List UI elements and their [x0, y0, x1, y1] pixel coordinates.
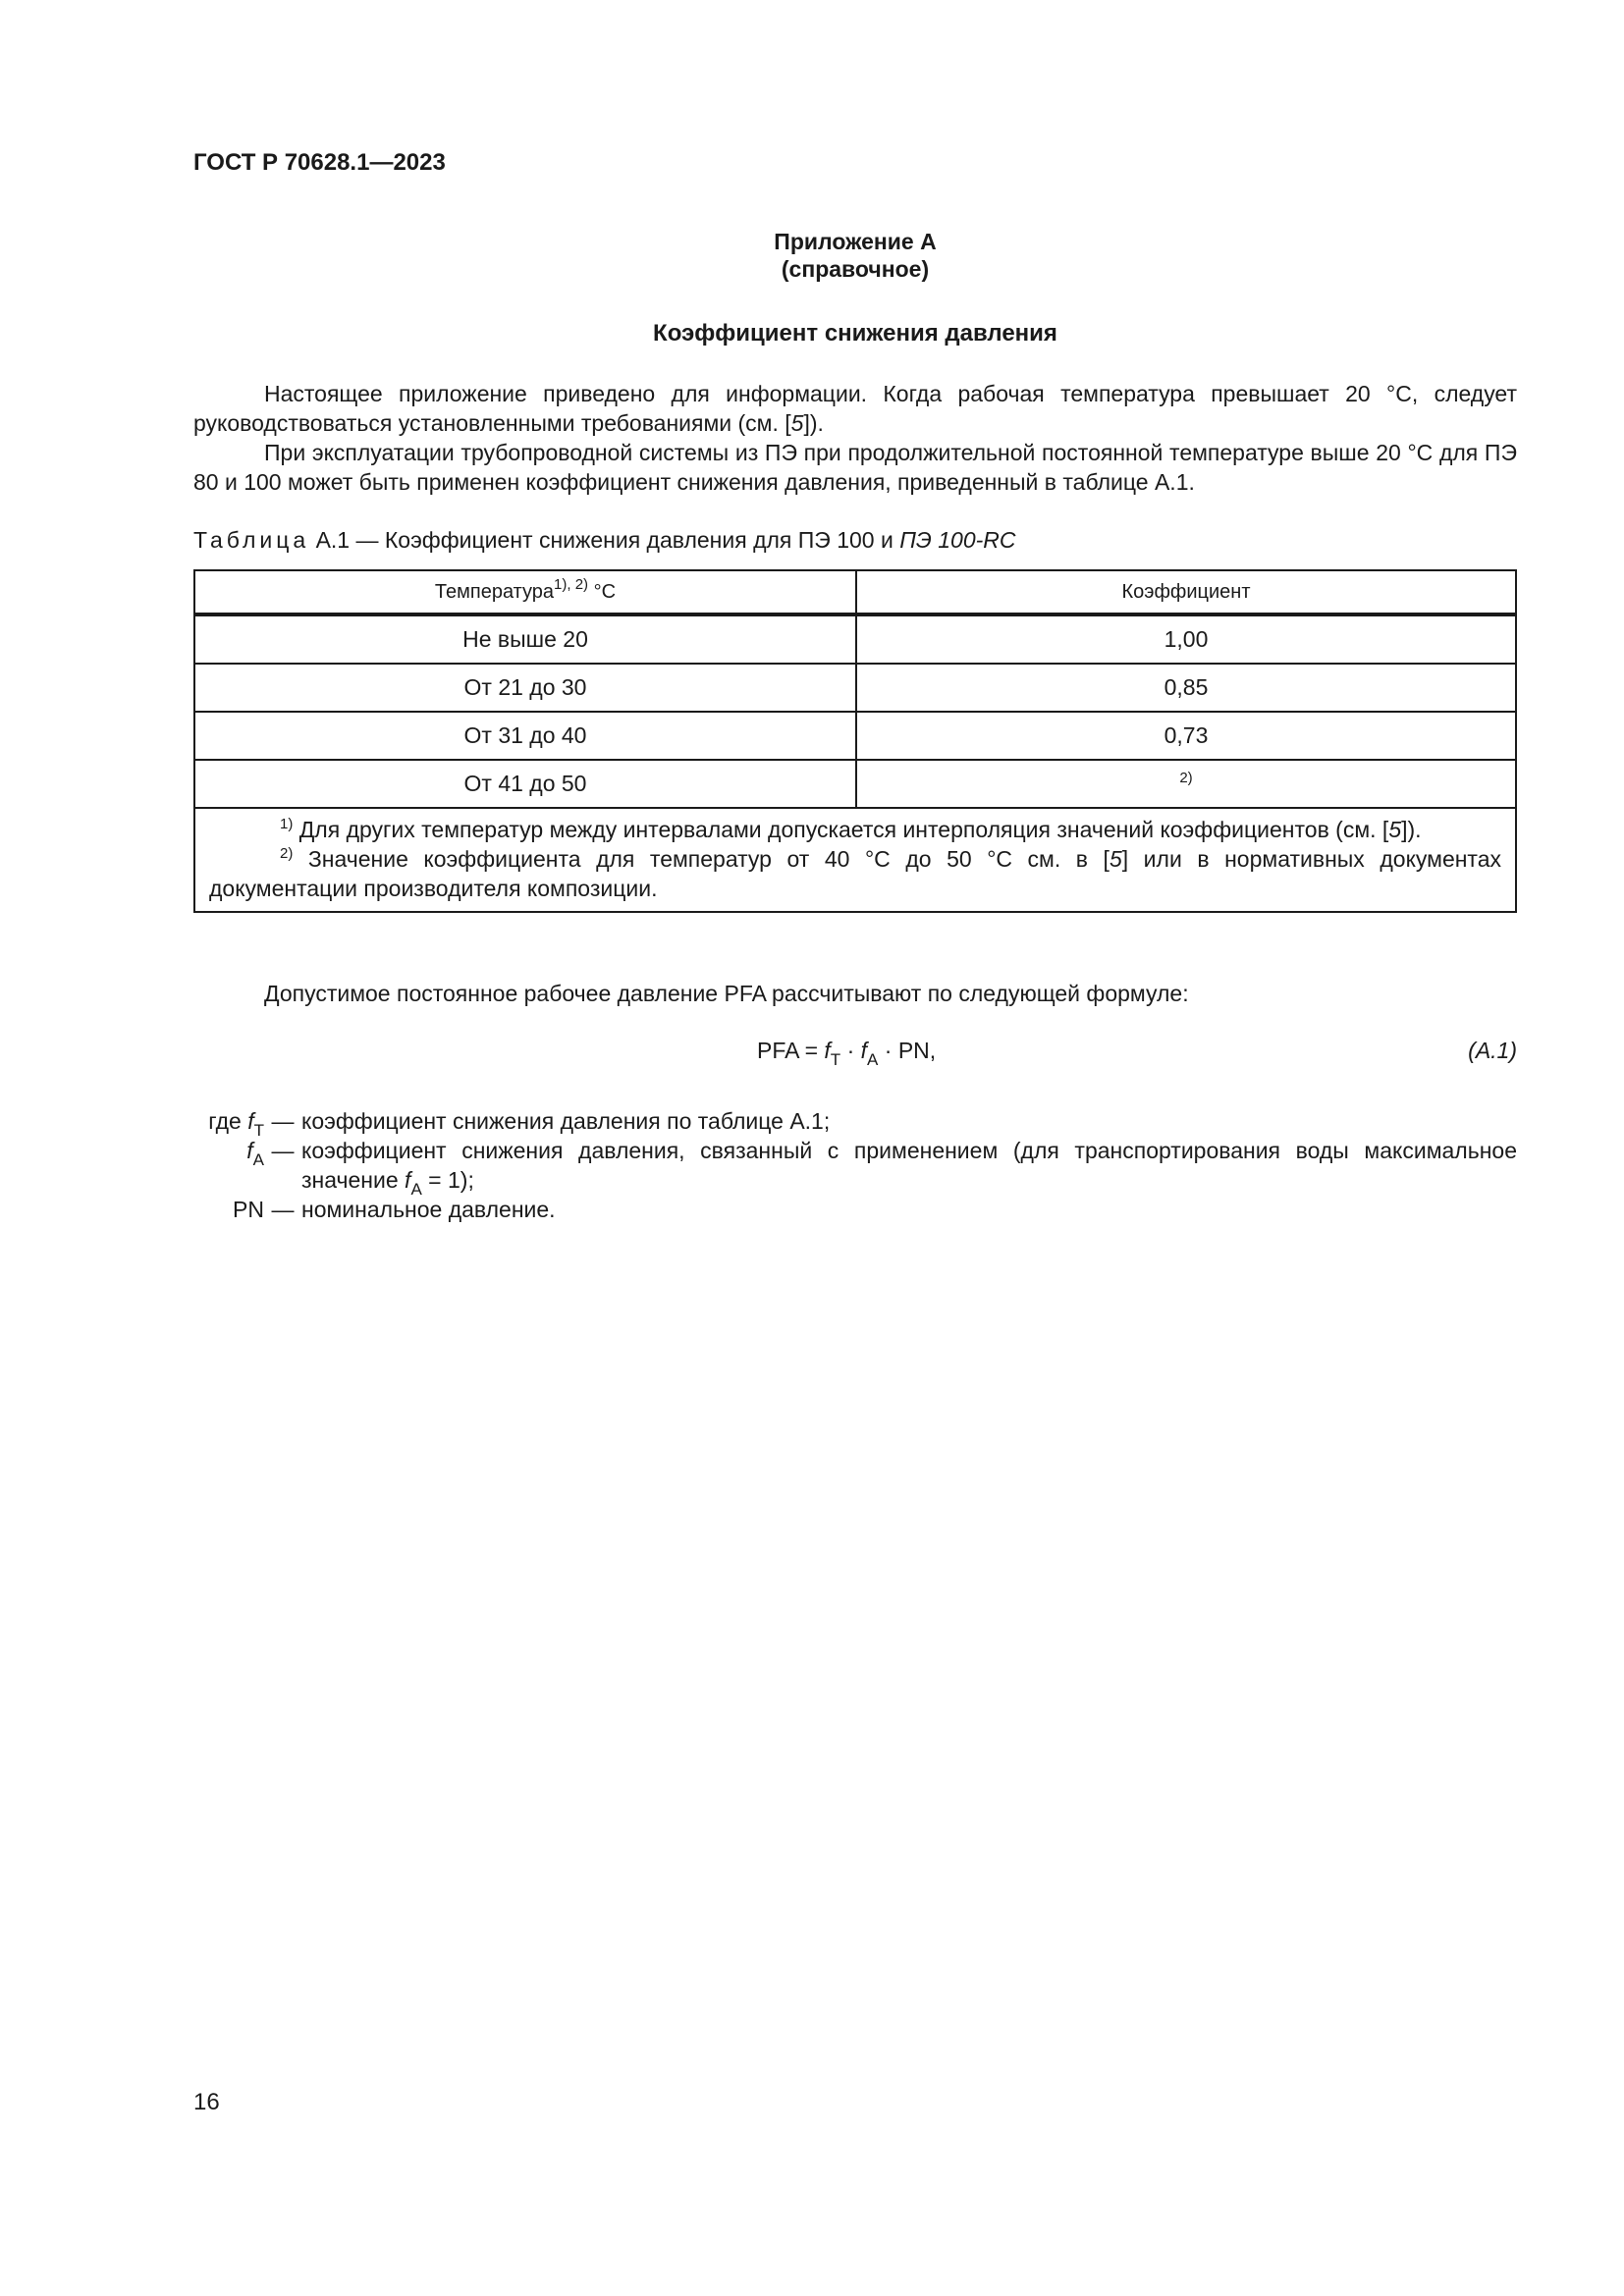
- document-page: [193, 0, 1517, 2296]
- formula-f-a: f: [860, 1038, 868, 1063]
- table-notes-row: [194, 808, 1516, 912]
- definition-row: [193, 1106, 1517, 1140]
- definition-term: [193, 1136, 264, 1195]
- definition-text: [301, 1136, 1517, 1199]
- table-note-2: [209, 844, 1501, 903]
- cell-coefficient: [856, 760, 1516, 808]
- formula-definitions: [193, 1106, 1517, 1224]
- definition-dash: —: [271, 1108, 295, 1134]
- header-coefficient: Коэффициент: [856, 570, 1516, 614]
- paragraph-1-text: Настоящее приложение приведено для информации. Когда рабочая температура превышает 20 °С, следует руководствоваться установленными требованиями (см. [: [193, 381, 1517, 436]
- reference-5: 5: [790, 410, 804, 436]
- header-temperature-footnote-marks: 1), 2): [554, 575, 589, 593]
- table-note-1: [209, 815, 1501, 844]
- note-2-tail: ] или в нормативных документах документации производителя композиции.: [209, 846, 1501, 901]
- header-temperature: [194, 570, 856, 614]
- cell-coefficient-footnote-mark: 2): [1179, 770, 1193, 786]
- table-row: [194, 664, 1516, 712]
- formula-sub-t: T: [830, 1050, 841, 1069]
- note-1-text: Для других температур между интервалами допускается интерполяция значений коэффициентов (см. [: [298, 817, 1389, 842]
- note-1-tail: ]).: [1401, 817, 1422, 842]
- table-header-row: [194, 570, 1516, 614]
- coefficient-table: [193, 569, 1517, 913]
- body-text: [193, 379, 1517, 497]
- where-word: где: [208, 1108, 242, 1134]
- term-f: f: [247, 1108, 254, 1134]
- cell-temperature: От 31 до 40: [194, 712, 856, 760]
- formula-intro: Допустимое постоянное рабочее давление PFA рассчитывают по следующей формуле:: [264, 981, 1189, 1006]
- paragraph-2: При эксплуатации трубопроводной системы из ПЭ при продолжительной постоянной температуре выше 20 °С для ПЭ 80 и 100 может быть применен коэффициент снижения давления, приведенный в таблице А.1.: [193, 440, 1517, 495]
- term-sub: T: [253, 1121, 264, 1140]
- definition-dash: —: [271, 1138, 295, 1163]
- table-caption-text: А.1 — Коэффициент снижения давления для ПЭ 100 и: [315, 527, 893, 553]
- table-row: [194, 712, 1516, 760]
- header-temperature-label: Температура: [434, 580, 555, 603]
- formula-f-t: f: [824, 1038, 831, 1063]
- table-caption: [193, 527, 1016, 554]
- inline-sub: A: [410, 1180, 422, 1199]
- table-row: [194, 760, 1516, 808]
- formula-sub-a: A: [867, 1050, 879, 1069]
- term-sub: A: [252, 1150, 264, 1169]
- term-f: f: [246, 1138, 253, 1163]
- note-2-mark: 2): [280, 845, 294, 862]
- definition-text-main: коэффициент снижения давления, связанный с применением (для транспортирования воды максимальное значение: [301, 1138, 1517, 1193]
- table-notes: [194, 808, 1516, 912]
- cell-coefficient: 0,85: [856, 664, 1516, 712]
- definition-eq-tail: = 1);: [428, 1167, 474, 1193]
- formula-lhs: PFA =: [757, 1038, 819, 1063]
- page-number: 16: [193, 2089, 220, 2115]
- appendix-heading: [193, 228, 1517, 283]
- appendix-kind: (справочное): [781, 256, 930, 282]
- formula-tail: · PN,: [884, 1038, 937, 1063]
- table-caption-material: ПЭ 100-RC: [899, 527, 1016, 553]
- formula-number: (А.1): [1468, 1038, 1517, 1063]
- definition-term: PN: [233, 1197, 264, 1222]
- definition-text: номинальное давление.: [301, 1197, 556, 1222]
- paragraph-1-tail: ]).: [803, 410, 824, 436]
- inline-f: f: [405, 1167, 411, 1193]
- appendix-title: Приложение А: [774, 229, 937, 254]
- formula-line: [193, 1038, 1517, 1073]
- table-caption-word: Таблица: [193, 527, 310, 553]
- definition-term: [193, 1106, 264, 1140]
- definition-dash: —: [271, 1197, 295, 1222]
- definition-row: [193, 1195, 1517, 1224]
- standard-code: ГОСТ Р 70628.1—2023: [193, 149, 446, 176]
- section-title: Коэффициент снижения давления: [653, 320, 1057, 347]
- cell-coefficient: 0,73: [856, 712, 1516, 760]
- header-temperature-unit: °С: [593, 580, 617, 603]
- note-1-reference: 5: [1388, 817, 1402, 842]
- note-1-mark: 1): [280, 816, 294, 832]
- cell-temperature: От 21 до 30: [194, 664, 856, 712]
- definition-text: коэффициент снижения давления по таблице А.1;: [301, 1108, 831, 1134]
- cell-temperature: От 41 до 50: [194, 760, 856, 808]
- formula: [757, 1038, 937, 1069]
- table-row: [194, 614, 1516, 664]
- note-2-text: Значение коэффициента для температур от 40 °С до 50 °С см. в [: [307, 846, 1110, 872]
- note-2-reference: 5: [1109, 846, 1122, 872]
- paragraph-1: [193, 379, 1517, 438]
- cell-temperature: Не выше 20: [194, 614, 856, 664]
- cell-coefficient: 1,00: [856, 614, 1516, 664]
- formula-dot: ·: [846, 1038, 855, 1063]
- definition-row: [193, 1136, 1517, 1199]
